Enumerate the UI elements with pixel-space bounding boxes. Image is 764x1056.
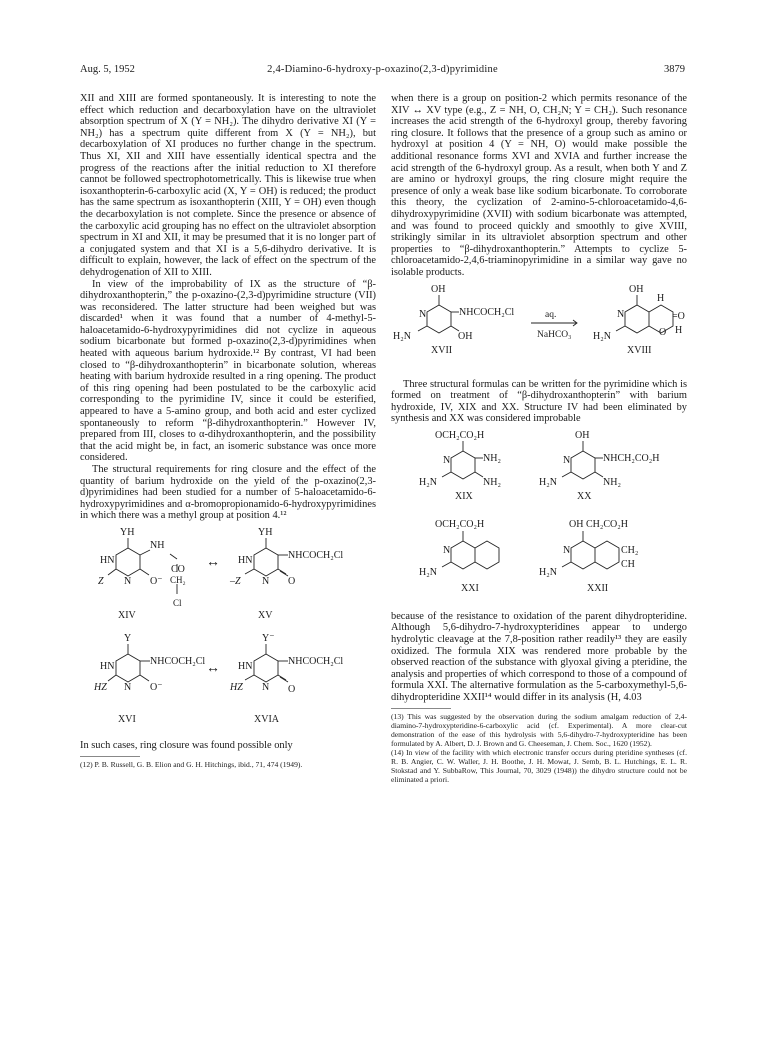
- left-paragraph-2: In view of the improbability of IX as the structure of “β-dihydroxanthopterin,” the p-oxazino-(2,3-d)pyrimidine structure (VII) was reconsidered. The latter structure had been weighed but was discarded¹ when it was found that a number of 4-methyl-5-haloacetamido-6-hydroxypyrimidines did not cyclize in aqueous sodium bicarbonate but formed p-oxazino(2,3-d)pyrimidines when heated with aqueous barium hydroxide.¹² By contrast, VI had been closed to “β-dihydroxanthopterin” in bicarbonate solution, whereas heating with barium hydroxide resulted in a ring opening. The product of this ring opening had been postulated to be the carboxylic acid corresponding to the pyrimidine IV, since it could be esterified, appeared to have a 5-amino group, and both acid and ester cyclized spontaneously to reform “β-dihydroxanthopterin.” However IV, prepared from III, closes to α-dihydroxanthopterin, and the possibility that the acid might be, in fact, an isomeric substance was once more considered.: [80, 278, 376, 464]
- xxii-top-substituent: OH CH₂CO₂H: [569, 518, 628, 530]
- xvia-side-chain: NHCOCH₂Cl: [288, 655, 344, 667]
- xvii-n-label: N: [419, 308, 427, 320]
- resonance-structures-svg: [80, 526, 376, 736]
- xx-bottom-substituent: NH₂: [603, 476, 621, 488]
- xxi-h2n-label: H₂N: [419, 566, 437, 578]
- xvii-side-chain: NHCOCH₂Cl: [459, 306, 515, 318]
- xv-o-label: O: [288, 575, 296, 587]
- footnote-rule: [80, 756, 140, 757]
- xiv-ch2-label: CH₂: [170, 574, 186, 585]
- running-header: [80, 64, 685, 78]
- xxii-h2n-label: H₂N: [539, 566, 557, 578]
- xviii-eq-o: =O: [672, 310, 685, 322]
- xiv-co-label: CO: [171, 563, 185, 575]
- xiv-cl-label: Cl: [173, 597, 182, 608]
- footnote-14: (14) In view of the facility with which electronic transfer occurs during pteridine syntheses (cf. R. B. Angier, C. W. Waller, J. H. Boothe, J. H. Mowat, J. Semb, B. L. Hutchings, E. L. R. Stokstad and Y. SubbaRow, This Journal, 70, 3029 (1948)) the dihydro structure could not be eliminated a priori.: [391, 747, 687, 784]
- xvia-z-label: HZ: [230, 681, 243, 693]
- left-paragraph-4: In such cases, ring closure was found possible only: [80, 739, 293, 751]
- resonance-figure: [80, 526, 376, 736]
- cyclization-scheme: [391, 283, 687, 375]
- right-paragraph-3: because of the resistance to oxidation of the parent dihydropteridine. Although 5,6-dihydro-7-hydroxypteridines appear to undergo hydrolytic cleavage at the 7,8-position rather readily¹³ they are easily oxidized. The formula XIX was rendered more probable by the observed reaction of the substance with glyoxal giving a pteridine, the analysis and properties of which correspond to those of a compound of formula XXI. The alternative formulation as the 5-carboxymethyl-5,6-dihydropteridine XXII¹⁴ would differ in its analysis (H, 4.03: [391, 610, 687, 704]
- xxii-ch-label: CH: [621, 558, 635, 570]
- xvia-y-label: Y⁻: [262, 632, 275, 644]
- left-column: [80, 93, 376, 769]
- reagent-nahco3: NaHCO₃: [537, 329, 572, 340]
- xix-top-substituent: OCH₂CO₂H: [435, 429, 485, 441]
- footnote-12: (12) P. B. Russell, G. B. Elion and G. H. Hitchings, ibid., 71, 474 (1949).: [80, 759, 303, 769]
- xv-z-label: –Z: [230, 575, 241, 587]
- header-title: 2,4-Diamino-6-hydroxy-p-oxazino(2,3-d)pyrimidine: [267, 64, 498, 75]
- xviii-oh-label: OH: [629, 283, 644, 295]
- xv-side-chain: NHCOCH₂Cl: [288, 549, 344, 561]
- xiv-n-label: N: [124, 575, 132, 587]
- xxii-n-label: N: [563, 544, 571, 556]
- xvi-side-chain: NHCOCH₂Cl: [150, 655, 206, 667]
- xviii-h-top: H: [657, 292, 665, 304]
- xxii-ch2-label: CH₂: [621, 544, 639, 556]
- xx-side-substituent: NHCH₂CO₂H: [603, 452, 660, 464]
- xvi-hn-label: HN: [100, 660, 115, 672]
- footnote-rule-right: [391, 708, 451, 709]
- resonance-arrow-1: ↔: [206, 554, 220, 570]
- xvi-y-label: Y: [124, 632, 132, 644]
- xiv-z-label: Z: [98, 575, 104, 587]
- right-paragraph-2: Three structural formulas can be written for the pyrimidine which is formed on treatment of “β-dihydroxanthopterin” with barium hydroxide, IV, XIX and XX. Structure IV had been eliminated by synthesis and XX was considered improbable: [391, 378, 687, 425]
- xv-compound-label: XV: [258, 609, 273, 621]
- xiv-o-label: O⁻: [150, 575, 163, 587]
- xvii-oh-bottom: OH: [458, 330, 473, 342]
- xiv-hn-label: HN: [100, 554, 115, 566]
- left-paragraph-1: XII and XIII are formed spontaneously. It is interesting to note the effect which reduction and decarboxylation have on the ultraviolet absorption spectrum of X (Y = NH₂). The dihydro derivative XI (Y = NH₂) has a spectrum quite different from X (Y = NH₂), but decarboxylation of XI produces no further change in the spectrum. Thus XI, XII and XIII have essentially identical spectra and the progress of the reactions after the initial reduction to XI therefore cannot be followed spectrophotometrically. This is likewise true when isoxanthopterin-6-carboxylic acid (X, Y = OH) is reduced; the product has the same spectrum as isoxanthopterin (XIII, Y = OH) even though the decarboxylation is not complete. Since the presence or absence of the carboxylic acid grouping has no effect on the ultraviolet absorption spectrum in XI and XII, it may be presumed that it is no longer part of a conjugated system and that XI is a 5,6-dihydro derivative. It is difficult to explain, however, the lack of effect on the spectrum of the dehydrogenation of XII to XIII.: [80, 93, 376, 278]
- header-page-number: 3879: [664, 64, 685, 75]
- xix-compound-label: XIX: [455, 490, 473, 502]
- xiv-nh-label: NH: [150, 539, 165, 551]
- cyclization-svg: [391, 283, 687, 375]
- xv-y-label: YH: [258, 526, 273, 538]
- xvia-hn-label: HN: [238, 660, 253, 672]
- xix-n-label: N: [443, 454, 451, 466]
- xx-top-substituent: OH: [575, 429, 590, 441]
- xx-n-label: N: [563, 454, 571, 466]
- xviii-n-label: N: [617, 308, 625, 320]
- xvia-n-label: N: [262, 681, 270, 693]
- pyrimidine-structures-figure: [391, 429, 687, 607]
- left-paragraph-3: The structural requirements for ring closure and the effect of the quantity of barium hydroxide on the yield of the p-oxazino(2,3-d)pyrimidines had been studied for a number of 5-haloacetamido-6-hydroxypyrimidines and α-bromopropionamido-6-hydroxypyrimidines in which there was a methyl group at position 4.¹²: [80, 464, 376, 522]
- xx-h2n-label: H₂N: [539, 476, 557, 488]
- resonance-arrow-2: ↔: [206, 660, 220, 676]
- xviii-o-label: O: [659, 326, 667, 338]
- xviii-compound-label: XVIII: [627, 344, 652, 356]
- xvii-compound-label: XVII: [431, 344, 453, 356]
- xix-h2n-label: H₂N: [419, 476, 437, 488]
- xvi-n-label: N: [124, 681, 132, 693]
- xv-hn-label: HN: [238, 554, 253, 566]
- xviii-h2n-label: H₂N: [593, 330, 611, 342]
- xix-bottom-substituent: NH₂: [483, 476, 501, 488]
- xviii-h-right: H: [675, 324, 683, 336]
- right-column: [391, 93, 687, 784]
- xv-n-label: N: [262, 575, 270, 587]
- footnote-13: (13) This was suggested by the observation during the sodium amalgam reduction of 2,4-diamino-7-hydroxypteridine-6-carboxylic acid (cf. Experimental). A more clear-cut demonstration of the ease of this hydrolysis with 5,6-dihydro-7-hydroxypteridine has been formulated by A. Albert, D. J. Brown and G. Cheeseman, J. Chem. Soc., 1620 (1952).: [391, 711, 687, 748]
- xvia-compound-label: XVIA: [254, 713, 279, 725]
- xxi-compound-label: XXI: [461, 582, 479, 594]
- xix-side-substituent: NH₂: [483, 452, 501, 464]
- xiv-compound-label: XIV: [118, 609, 136, 621]
- xvi-z-label: HZ: [94, 681, 107, 693]
- pyrimidine-structures-svg: [391, 429, 687, 607]
- reagent-aq: aq.: [545, 309, 557, 320]
- xx-compound-label: XX: [577, 490, 592, 502]
- xvii-oh-top: OH: [431, 283, 446, 295]
- xvii-h2n-label: H₂N: [393, 330, 411, 342]
- xvi-compound-label: XVI: [118, 713, 136, 725]
- xiv-y-label: YH: [120, 526, 135, 538]
- xxi-top-substituent: OCH₂CO₂H: [435, 518, 485, 530]
- xxii-compound-label: XXII: [587, 582, 609, 594]
- xvia-o-label: O: [288, 683, 296, 695]
- xvi-o-label: O⁻: [150, 681, 163, 693]
- xxi-n-label: N: [443, 544, 451, 556]
- right-paragraph-1: when there is a group on position-2 which permits resonance of the XIV ↔ XV type (e.g., Z = NH, O, CH₂N; Y = CH₂). Such resonance increases the acid strength of the 6-hydroxyl group, thereby favoring ring closure. It follows that the presence of a group such as amino or hydroxyl at position 4 (Y = NH, O) would make possible the additional resonance forms XVI and XVIA and further increase the acid strength of the 6-hydroxyl group. As a result, when both Y and Z are amino or hydroxyl groups, the ring closure might require the presence of only a weak base like sodium bicarbonate. To corroborate this theory, the cyclization of 2-amino-5-chloroacetamido-4,6-dihydroxypyrimidine (XVII) with sodium bicarbonate was attempted, and was found to proceed quickly and smoothly to give XVIII, strikingly similar in its ultraviolet absorption spectrum and other properties to “β-dihydroxanthopterin.” Attempts to cyclize 5-chloroacetamido-2,4,6-triaminopyrimidine in a similar way gave no isolable products.: [391, 93, 687, 278]
- header-date: Aug. 5, 1952: [80, 64, 135, 75]
